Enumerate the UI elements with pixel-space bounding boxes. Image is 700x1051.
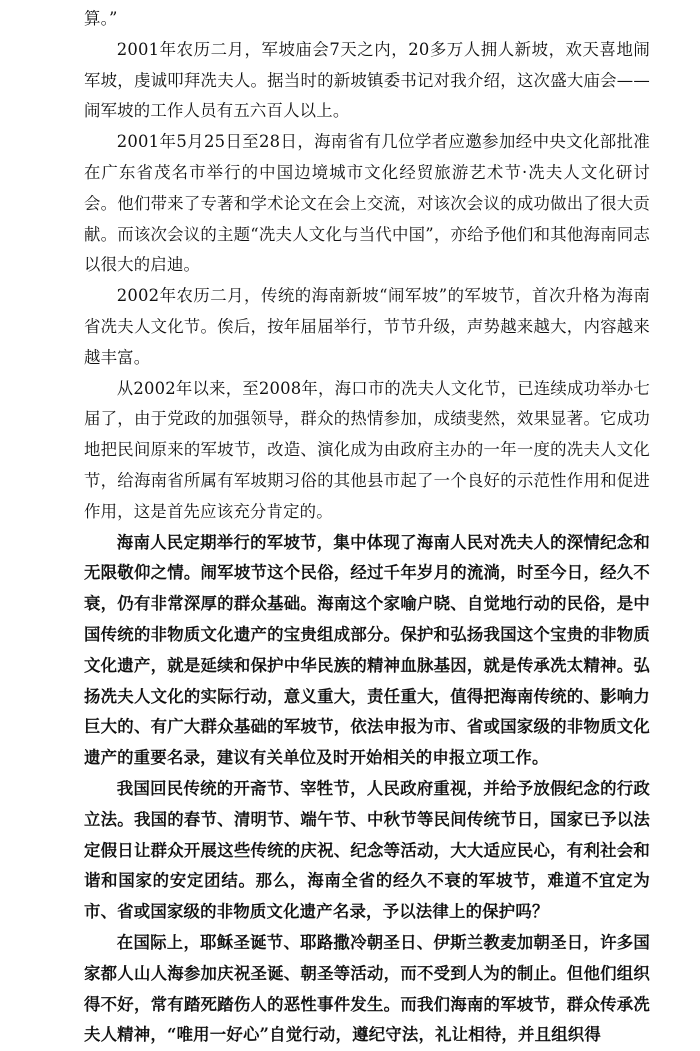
paragraph-6: 我国回民传统的开斋节、宰牲节，人民政府重视，并给予放假纪念的行政立法。我国的春节、清明节、端午节、中秋节等民间传统节日，国家已予以法定假日让群众开展这些传统的庆祝、纪念等活动，大大适应民心，有利社会和谐和国家的安定团结。那么，海南全省的经久不衰的军坡节，难道不宜定为市、省或国家级的非物质文化遗产名录，予以法律上的保护吗？ (84, 778, 650, 922)
paragraph-4: 从2002年以来，至2008年，海口市的冼夫人文化节，已连续成功举办七届了，由于党政的加强领导，群众的热情参加，成绩斐然，效果显著。它成功地把民间原来的军坡节，改造、演化成为由政府主办的一年一度的冼夫人文化节，给海南省所属有军坡期习俗的其他县市起了一个良好的示范性作用和促进作用，这是首先应该充分肯定的。 (84, 378, 650, 521)
paragraph-0: 算。” (84, 9, 118, 28)
paragraph-3: 2002年农历二月，传统的海南新坡“闹军坡”的军坡节，首次升格为海南省冼夫人文化节。俟后，按年届届举行，节节升级，声势越来越大，内容越来越丰富。 (84, 286, 650, 367)
paragraph-5: 海南人民定期举行的军坡节，集中体现了海南人民对冼夫人的深情纪念和无限敬仰之情。闹军坡节这个民俗，经过千年岁月的流淌，时至今日，经久不衰，仍有非常深厚的群众基础。海南这个家喻户晓、自觉地行动的民俗，是中国传统的非物质文化遗产的宝贵组成部分。保护和弘扬我国这个宝贵的非物质文化遗产，就是延续和保护中华民族的精神血脉基因，就是传承冼太精神。弘扬冼夫人文化的实际行动，意义重大，责任重大，值得把海南传统的、影响力巨大的、有广大群众基础的军坡节，依法申报为市、省或国家级的非物质文化遗产的重要名录，建议有关单位及时开始相关的申报立项工作。 (84, 532, 650, 768)
paragraph-1: 2001年农历二月，军坡庙会7天之内，20多万人拥人新坡，欢天喜地闹军坡，虔诚叩拜冼夫人。据当时的新坡镇委书记对我介绍，这次盛大庙会——闹军坡的工作人员有五六百人以上。 (84, 39, 650, 121)
body-text (84, 4, 650, 1051)
paragraph-2: 2001年5月25日至28日，海南省有几位学者应邀参加经中央文化部批准在广东省茂名市举行的中国边境城市文化经贸旅游艺术节·冼夫人文化研讨会。他们带来了专著和学术论文在会上交流，对该次会议的成功做出了很大贡献。而该次会议的主题“冼夫人文化与当代中国”，亦给予他们和其他海南同志以很大的启迪。 (84, 132, 650, 275)
paragraph-7: 在国际上，耶稣圣诞节、耶路撒冷朝圣日、伊斯兰教麦加朝圣日，许多国家都人山人海参加庆祝圣诞、朝圣等活动，而不受到人为的制止。但他们组织得不好，常有踏死踏伤人的恶性事件发生。而我们海南的军坡节，群众传承冼夫人精神，“唯用一好心”自觉行动，遵纪守法，礼让相待，并且组织得 (84, 932, 650, 1045)
